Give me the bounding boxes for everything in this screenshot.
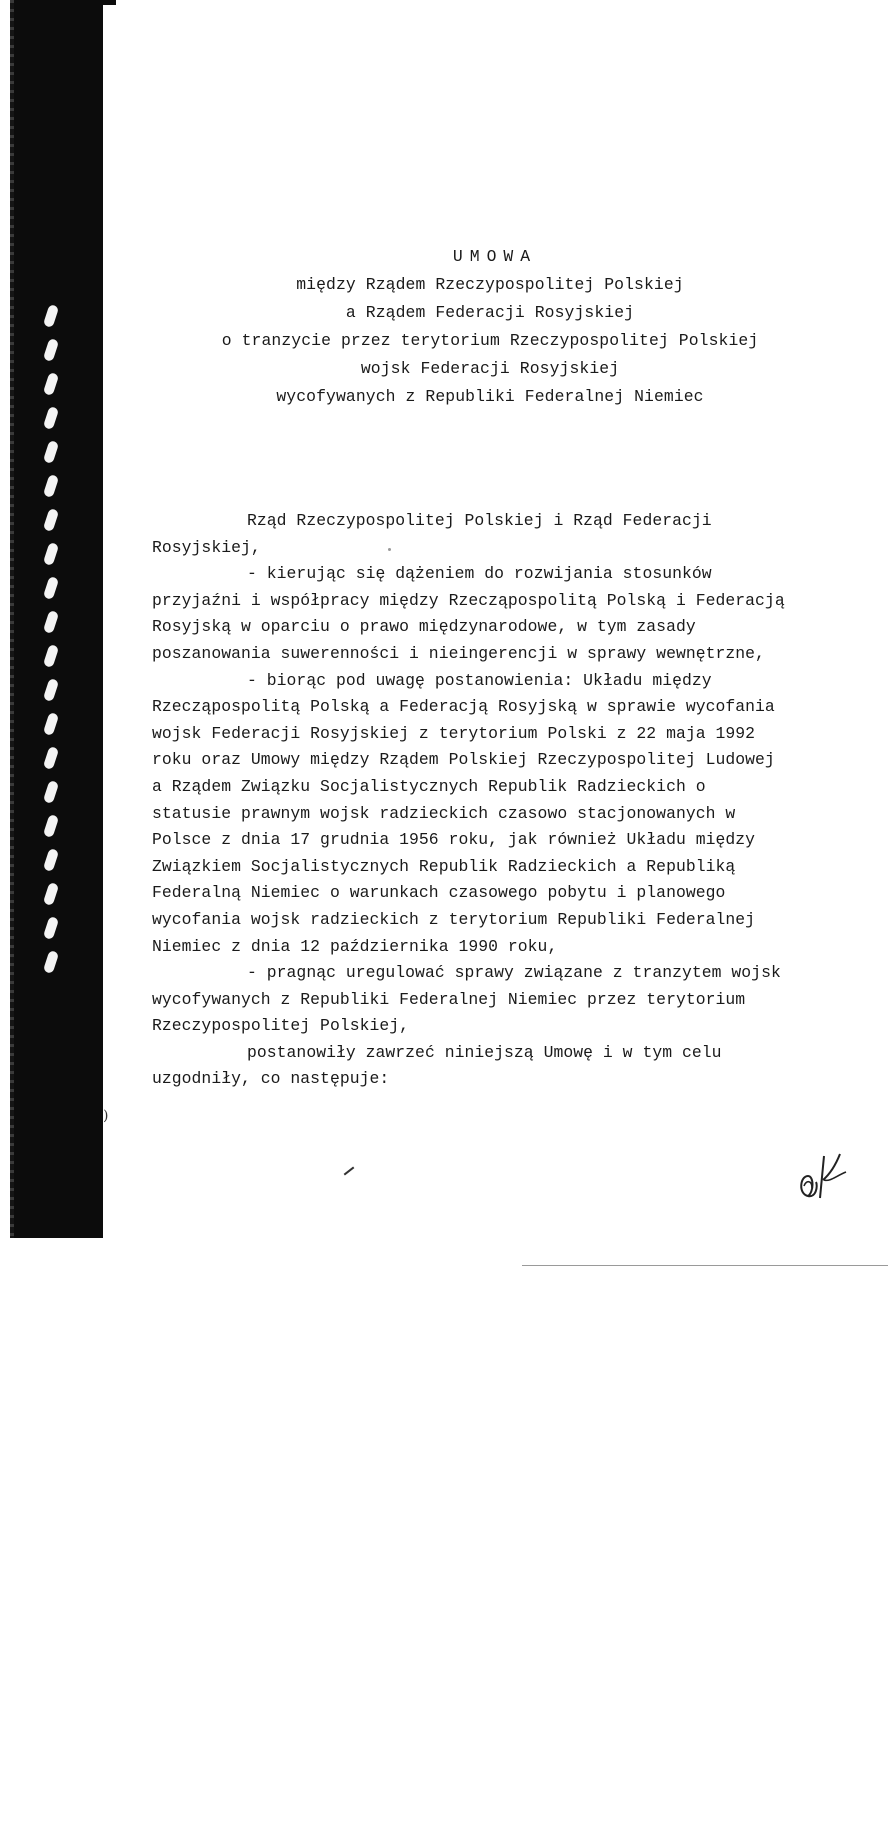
subtitle-line-3: o tranzycie przez terytorium Rzeczypospolitej Polskiej [221, 331, 759, 350]
subtitle-line-5: wycofywanych z Republiki Federalnej Niemiec [276, 387, 704, 406]
subtitle-line-2: a Rządem Federacji Rosyjskiej [345, 303, 635, 322]
preamble-paragraph-considering: - biorąc pod uwagę postanowienia: Układu między Rzecząpospolitą Polską a Federacją Rosyjską w sprawie wycofania wojsk Federacji Rosyjskiej z terytorium Polski z 22 maja 1992 roku oraz Umowy między Rządem Polskiej Rzeczypospolitej Ludowej a Rządem Związku Socjalistycznych Republik Radzieckich o statusie prawnym wojsk radzieckich czasowo stacjonowanych w Polsce z dnia 17 grudnia 1956 roku, jak również Układu między Związkiem Socjalistycznych Republik Radzieckich a Republiką Federalną Niemiec o warunkach czasowego pobytu i planowego wycofania wojsk radzieckich z terytorium Republiki Federalnej Niemiec z dnia 12 października 1990 roku, [152, 670, 775, 956]
binding-strip-tab [70, 0, 116, 5]
scan-edge-noise [10, 0, 14, 1238]
handwritten-initials-icon [796, 1146, 856, 1208]
agreement-title-block [110, 243, 870, 411]
preamble-paragraph-agreed: postanowiły zawrzeć niniejszą Umowę i w tym celu uzgodniły, co następuje: [152, 1042, 722, 1089]
preamble-paragraph-wishing: - pragnąc uregulować sprawy związane z tranzytem wojsk wycofywanych z Republiki Federalnej Niemiec przez terytorium Rzeczypospolitej Polskiej, [152, 963, 781, 1036]
footer-rule-segment [590, 1265, 766, 1266]
preamble-body [152, 508, 882, 1093]
margin-bracket-mark: ) [103, 1108, 109, 1124]
binding-holes [40, 305, 70, 985]
preamble-paragraph-parties: Rząd Rzeczypospolitej Polskiej i Rząd Federacji Rosyjskiej, [152, 511, 712, 557]
subtitle-line-4: wojsk Federacji Rosyjskiej [360, 359, 620, 378]
footer-rule-segment [766, 1265, 888, 1266]
agreement-title: UMOWA [452, 247, 538, 266]
preamble-paragraph-guided: - kierując się dążeniem do rozwijania stosunków przyjaźni i współpracy między Rzecząpospolitą Polską i Federacją Rosyjską w oparciu o prawo międzynarodowe, w tym zasady poszanowania suwerenności i nieingerencji w sprawy wewnętrzne, [152, 564, 785, 663]
footer-rule-segment [522, 1265, 590, 1266]
pen-tick-mark [344, 1167, 355, 1176]
subtitle-line-1: między Rządem Rzeczypospolitej Polskiej [296, 275, 684, 294]
